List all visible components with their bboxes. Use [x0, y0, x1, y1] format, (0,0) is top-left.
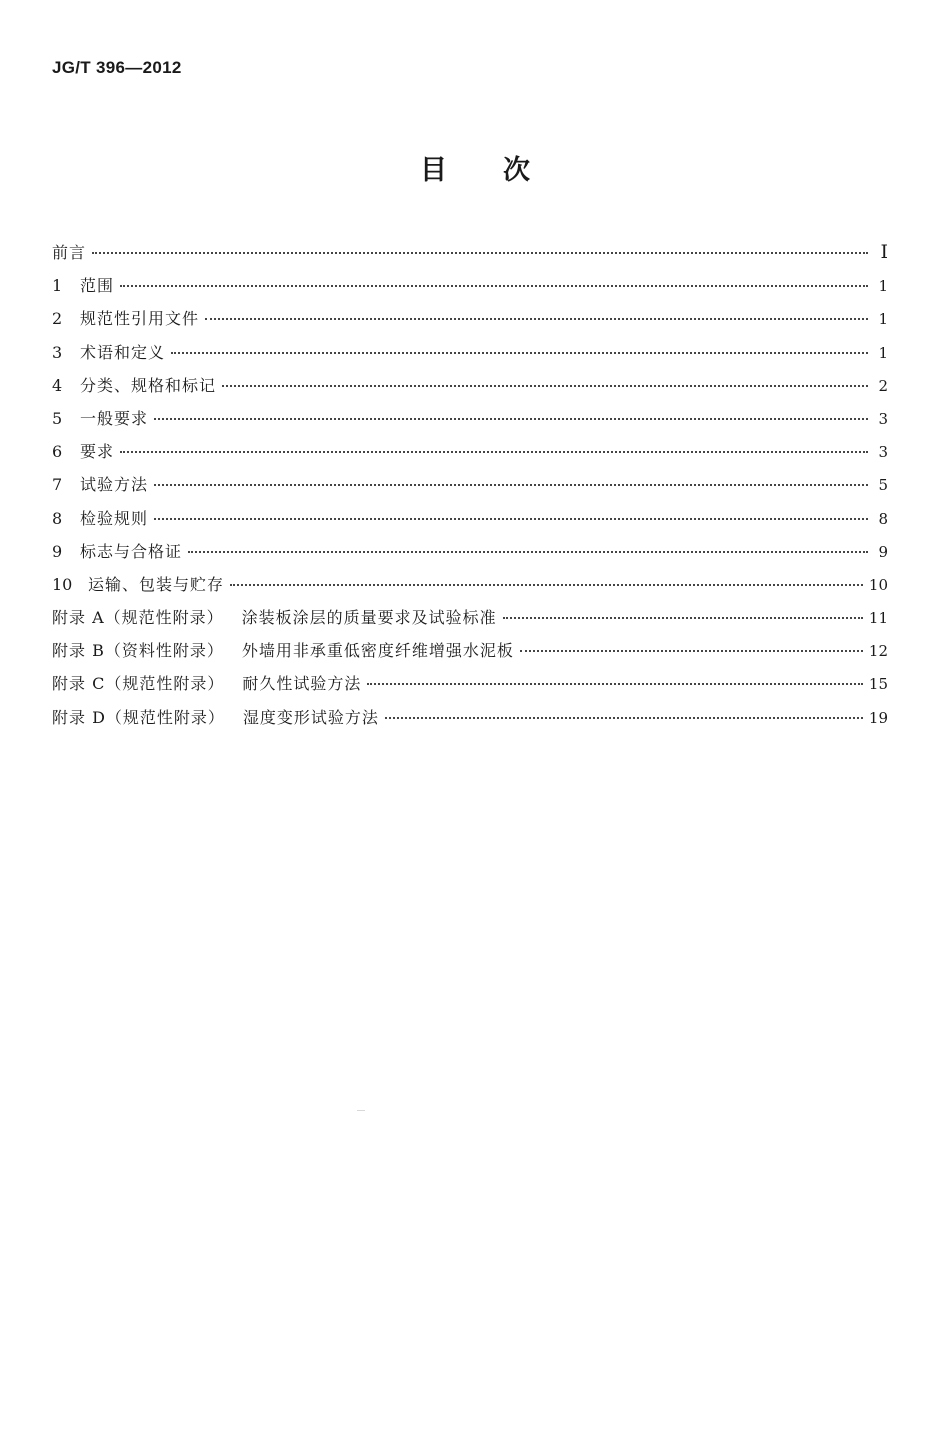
toc-entry-label: 术语和定义: [80, 342, 166, 362]
toc-page-number: 8: [878, 509, 888, 528]
dot-leader: [154, 418, 868, 420]
toc-annex-tag: 附录 D（规范性附录）: [52, 707, 225, 727]
dot-leader: [367, 683, 863, 685]
toc-page-number: 2: [878, 376, 888, 395]
toc-page-number: 9: [878, 542, 888, 561]
toc-page-number: 1: [878, 310, 888, 329]
toc-entry-annex-a[interactable]: [52, 601, 888, 634]
toc-page-number: 1: [878, 343, 888, 362]
toc-page-number: 11: [868, 609, 888, 628]
toc-entry-normative-references[interactable]: [52, 302, 888, 335]
toc-entry-general-requirements[interactable]: [52, 402, 888, 435]
toc-section-number: 4: [52, 375, 63, 395]
toc-entry-terms[interactable]: [52, 336, 888, 369]
toc-section-number: 3: [52, 342, 63, 362]
toc-section-number: 6: [52, 442, 63, 462]
dot-leader: [230, 584, 863, 586]
toc-entry-label: 运输、包装与贮存: [88, 574, 225, 594]
dot-leader: [385, 717, 863, 719]
toc-page-number: 5: [878, 476, 888, 495]
toc-entry-test-methods[interactable]: [52, 468, 888, 501]
toc-entry-label: 检验规则: [80, 508, 149, 528]
toc-page-number: 15: [868, 675, 888, 694]
dot-leader: [154, 518, 868, 520]
toc-annex-tag: 附录 B（资料性附录）: [52, 641, 224, 661]
toc-entry-label: 分类、规格和标记: [80, 375, 217, 395]
dot-leader: [154, 484, 868, 486]
toc-section-number: 1: [52, 276, 63, 296]
dot-leader: [120, 285, 868, 287]
toc-entry-classification[interactable]: [52, 369, 888, 402]
toc-entry-label: 外墙用非承重低密度纤维增强水泥板: [241, 641, 514, 661]
toc-entry-label: 试验方法: [80, 475, 149, 495]
toc-entry-marking[interactable]: [52, 535, 888, 568]
toc-section-number: 7: [52, 475, 63, 495]
toc-entry-requirements[interactable]: [52, 435, 888, 468]
toc-annex-tag: 附录 C（规范性附录）: [52, 674, 225, 694]
dot-leader: [188, 551, 868, 553]
toc-entry-label: 规范性引用文件: [80, 309, 200, 329]
dot-leader: [222, 385, 868, 387]
toc-page-number: 1: [878, 277, 888, 296]
dot-leader: [92, 252, 868, 254]
toc-annex-tag: 附录 A（规范性附录）: [52, 608, 224, 628]
toc-entry-label: 标志与合格证: [80, 541, 183, 561]
toc-page-number: 19: [868, 708, 888, 727]
toc-entry-label: 耐久性试验方法: [242, 674, 362, 694]
toc-entry-annex-b[interactable]: [52, 634, 888, 667]
toc-entry-label: 涂装板涂层的质量要求及试验标准: [241, 608, 497, 628]
dot-leader: [120, 451, 868, 453]
dot-leader: [205, 318, 868, 320]
toc-page-number: 12: [868, 642, 888, 661]
toc-page-number: I: [880, 241, 888, 263]
toc-section-number: 10: [52, 574, 73, 594]
toc-entry-label: 前言: [52, 243, 87, 262]
toc-entry-label: 要求: [80, 442, 115, 462]
toc-section-number: 9: [52, 541, 63, 561]
toc-section-number: 5: [52, 408, 63, 428]
dot-leader: [520, 650, 863, 652]
toc-entry-label: 范围: [80, 276, 115, 296]
toc-entry-label: 一般要求: [80, 408, 149, 428]
toc-entry-foreword[interactable]: [52, 236, 888, 269]
toc-page-number: 3: [878, 443, 888, 462]
page-title: 目次: [420, 155, 586, 186]
toc-entry-annex-d[interactable]: [52, 701, 888, 734]
scan-speck: [357, 1110, 365, 1111]
toc-entry-inspection-rules[interactable]: [52, 502, 888, 535]
dot-leader: [503, 617, 863, 619]
toc-section-number: 2: [52, 309, 63, 329]
dot-leader: [171, 352, 868, 354]
table-of-contents: [52, 236, 888, 734]
toc-entry-label: 湿度变形试验方法: [242, 707, 379, 727]
toc-entry-scope[interactable]: [52, 269, 888, 302]
toc-page-number: 10: [868, 575, 888, 594]
toc-entry-annex-c[interactable]: [52, 667, 888, 700]
toc-page-number: 3: [878, 409, 888, 428]
toc-entry-transport[interactable]: [52, 568, 888, 601]
toc-section-number: 8: [52, 508, 63, 528]
standard-code: JG/T 396—2012: [52, 58, 182, 77]
